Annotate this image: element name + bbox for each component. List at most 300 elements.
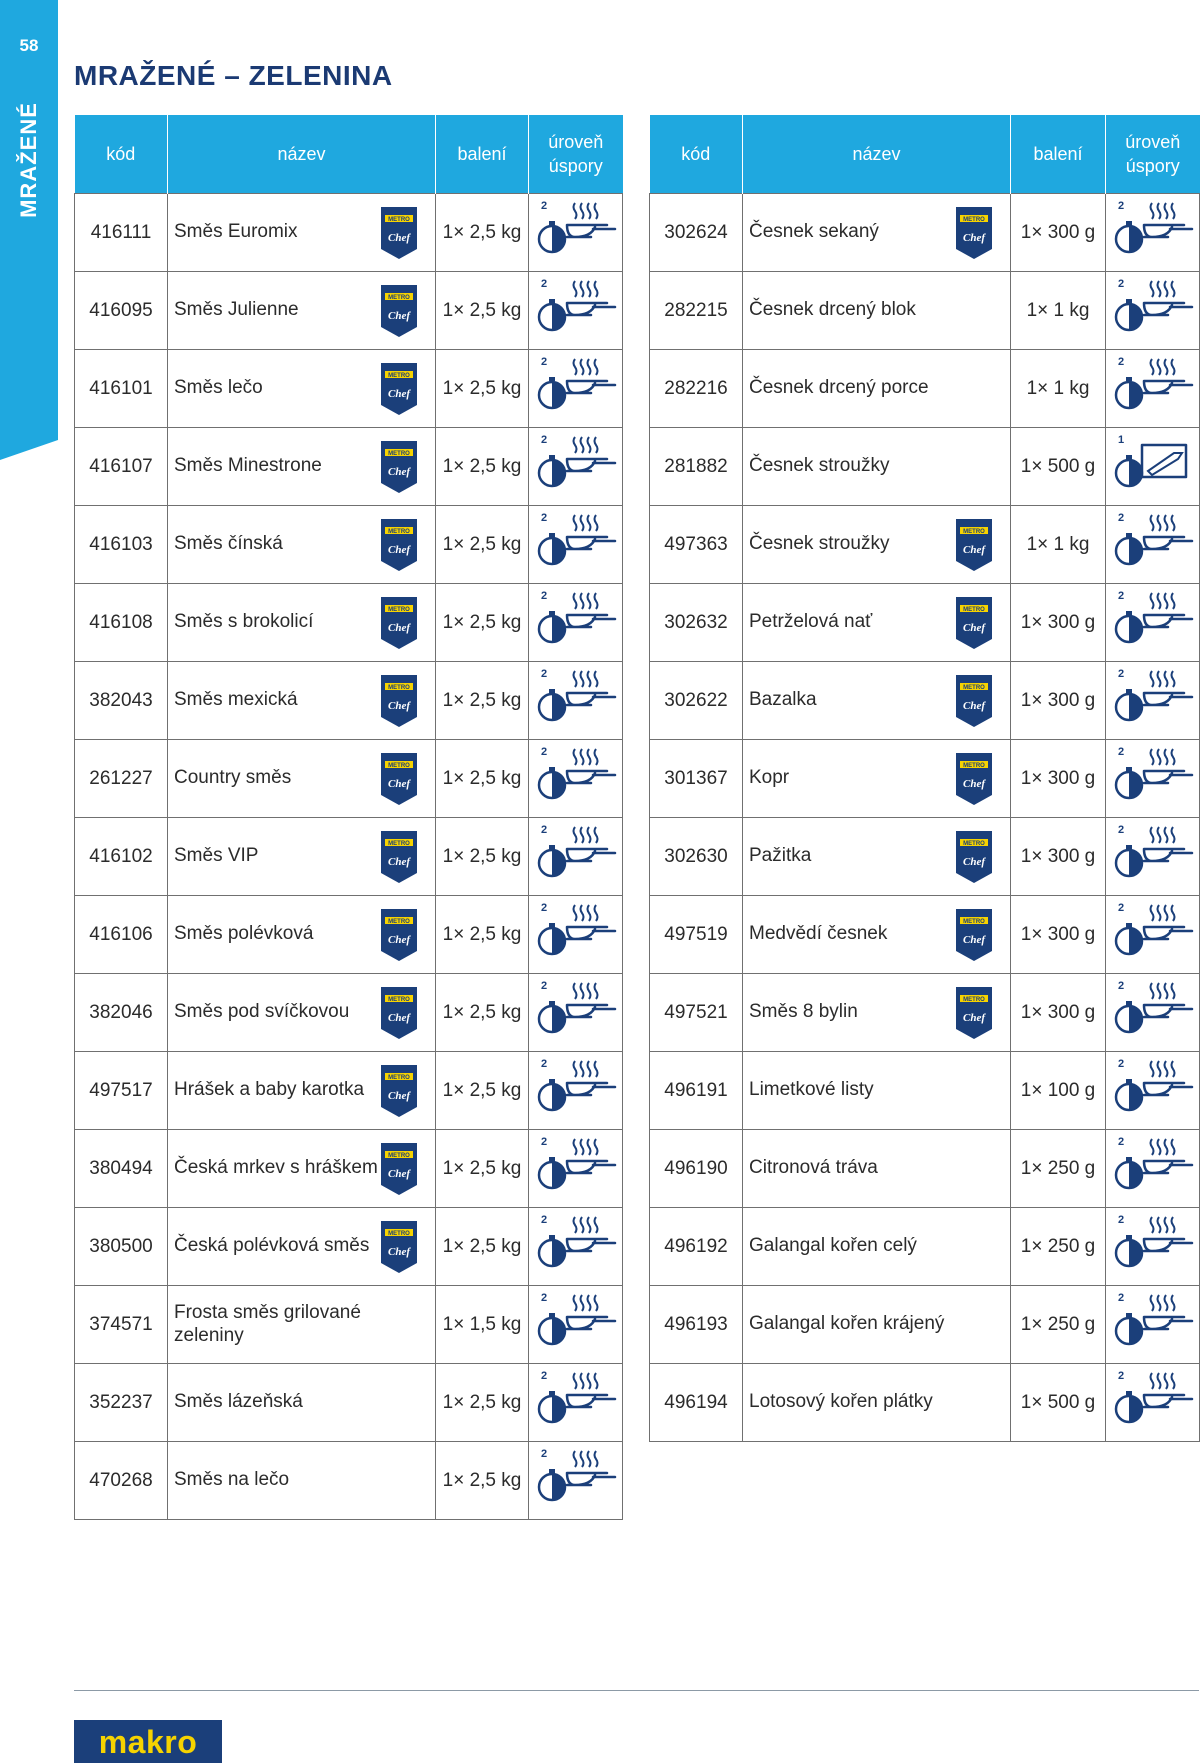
product-name: Směs čínská	[174, 533, 283, 555]
product-name-cell	[743, 974, 1011, 1052]
product-name-cell	[743, 896, 1011, 974]
svg-text:2: 2	[540, 433, 547, 446]
svg-text:METRO: METRO	[388, 1152, 410, 1159]
svg-text:METRO: METRO	[963, 606, 985, 613]
svg-text:Chef: Chef	[963, 231, 985, 244]
product-name-cell	[168, 272, 436, 350]
pan-steam-icon	[1112, 665, 1194, 731]
svg-text:2: 2	[1117, 901, 1124, 914]
product-name-cell	[743, 1208, 1011, 1286]
table-row	[650, 272, 1200, 350]
product-pack: 1× 500 g	[1011, 1364, 1106, 1442]
table-row	[75, 506, 623, 584]
product-name: Česnek sekaný	[749, 221, 879, 243]
header-code: kód	[650, 115, 743, 194]
pan-steam-icon	[535, 275, 617, 341]
product-code: 380494	[75, 1130, 168, 1208]
svg-text:Chef: Chef	[388, 465, 410, 478]
table-row	[75, 896, 623, 974]
svg-text:2: 2	[1117, 823, 1124, 836]
product-name-cell	[168, 1130, 436, 1208]
product-pack: 1× 2,5 kg	[436, 1208, 529, 1286]
pan-steam-icon	[535, 431, 617, 497]
svg-text:METRO: METRO	[388, 372, 410, 379]
metro-chef-badge-icon	[379, 1219, 419, 1275]
metro-chef-badge-icon	[379, 907, 419, 963]
products-table-left	[74, 115, 623, 1520]
table-row	[650, 1208, 1200, 1286]
pan-steam-icon	[535, 665, 617, 731]
product-name: Směs pod svíčkovou	[174, 1001, 350, 1023]
product-name: Směs lečo	[174, 377, 263, 399]
pan-steam-icon	[1112, 1133, 1194, 1199]
svg-text:Chef: Chef	[388, 855, 410, 868]
product-pack: 1× 2,5 kg	[436, 1130, 529, 1208]
table-row	[650, 1052, 1200, 1130]
svg-text:METRO: METRO	[963, 918, 985, 925]
metro-chef-badge-icon	[379, 283, 419, 339]
pan-steam-icon	[535, 821, 617, 887]
page-number: 58	[19, 36, 39, 55]
svg-text:2: 2	[540, 589, 547, 602]
saving-level	[529, 1286, 623, 1364]
metro-chef-badge-icon	[954, 829, 994, 885]
table-row	[75, 1130, 623, 1208]
saving-level	[1106, 974, 1200, 1052]
metro-chef-badge-icon	[379, 1063, 419, 1119]
product-pack: 1× 300 g	[1011, 662, 1106, 740]
saving-level	[1106, 740, 1200, 818]
saving-level	[529, 974, 623, 1052]
table-body-left	[75, 194, 623, 1520]
product-code: 496191	[650, 1052, 743, 1130]
pan-steam-icon	[535, 743, 617, 809]
table-row	[650, 740, 1200, 818]
metro-chef-badge-icon	[379, 361, 419, 417]
saving-level	[1106, 350, 1200, 428]
product-name-cell	[168, 350, 436, 428]
product-name-cell	[743, 1130, 1011, 1208]
makro-logo-text: makro	[98, 1724, 198, 1760]
header-code: kód	[75, 115, 168, 194]
product-code: 416111	[75, 194, 168, 272]
metro-chef-badge-icon	[954, 517, 994, 573]
product-name: Směs Minestrone	[174, 455, 322, 477]
metro-chef-badge-icon	[954, 595, 994, 651]
saving-level	[529, 818, 623, 896]
product-name: Bazalka	[749, 689, 817, 711]
header-name: název	[743, 115, 1011, 194]
product-code: 497517	[75, 1052, 168, 1130]
table-row	[75, 1286, 623, 1364]
pan-steam-icon	[1112, 509, 1194, 575]
product-code: 497519	[650, 896, 743, 974]
pan-steam-icon	[535, 977, 617, 1043]
saving-level	[529, 350, 623, 428]
table-row	[650, 896, 1200, 974]
svg-text:Chef: Chef	[388, 933, 410, 946]
pan-steam-icon	[535, 587, 617, 653]
svg-text:Chef: Chef	[388, 621, 410, 634]
header-pack: balení	[436, 115, 529, 194]
product-pack: 1× 300 g	[1011, 896, 1106, 974]
product-code: 416108	[75, 584, 168, 662]
svg-text:2: 2	[1117, 511, 1124, 524]
metro-chef-badge-icon	[379, 751, 419, 807]
saving-level	[1106, 662, 1200, 740]
metro-chef-badge-icon	[954, 985, 994, 1041]
header-name: název	[168, 115, 436, 194]
product-pack: 1× 300 g	[1011, 818, 1106, 896]
svg-text:2: 2	[540, 355, 547, 368]
product-name: Směs 8 bylin	[749, 1001, 858, 1023]
saving-level	[1106, 272, 1200, 350]
product-code: 261227	[75, 740, 168, 818]
product-name-cell	[168, 584, 436, 662]
svg-text:Chef: Chef	[388, 1089, 410, 1102]
product-code: 496193	[650, 1286, 743, 1364]
svg-text:METRO: METRO	[963, 528, 985, 535]
metro-chef-badge-icon	[379, 673, 419, 729]
table-row	[650, 584, 1200, 662]
table-body-right	[650, 194, 1200, 1442]
svg-text:Chef: Chef	[963, 543, 985, 556]
product-name: Medvědí česnek	[749, 923, 888, 945]
product-code: 416107	[75, 428, 168, 506]
table-row	[75, 272, 623, 350]
table-row	[650, 662, 1200, 740]
svg-text:2: 2	[540, 1135, 547, 1148]
svg-text:2: 2	[1117, 277, 1124, 290]
svg-text:2: 2	[540, 667, 547, 680]
product-name: Country směs	[174, 767, 292, 789]
product-code: 282215	[650, 272, 743, 350]
svg-text:METRO: METRO	[388, 762, 410, 769]
svg-text:METRO: METRO	[963, 840, 985, 847]
svg-text:METRO: METRO	[388, 1230, 410, 1237]
product-pack: 1× 1 kg	[1011, 506, 1106, 584]
saving-level	[529, 1364, 623, 1442]
product-name-cell	[168, 1208, 436, 1286]
product-name-cell	[168, 428, 436, 506]
svg-text:Chef: Chef	[388, 1011, 410, 1024]
saving-level	[1106, 1364, 1200, 1442]
product-name-cell	[743, 1364, 1011, 1442]
table-row	[75, 662, 623, 740]
product-pack: 1× 2,5 kg	[436, 974, 529, 1052]
product-pack: 1× 250 g	[1011, 1286, 1106, 1364]
product-code: 416103	[75, 506, 168, 584]
saving-level	[529, 506, 623, 584]
product-pack: 1× 250 g	[1011, 1130, 1106, 1208]
product-pack: 1× 2,5 kg	[436, 1052, 529, 1130]
page-title: MRAŽENÉ – ZELENINA	[74, 60, 393, 91]
product-pack: 1× 2,5 kg	[436, 584, 529, 662]
product-name: Petrželová nať	[749, 611, 873, 633]
product-pack: 1× 2,5 kg	[436, 1364, 529, 1442]
svg-text:2: 2	[540, 511, 547, 524]
svg-text:Chef: Chef	[388, 1245, 410, 1258]
product-pack: 1× 2,5 kg	[436, 194, 529, 272]
svg-text:2: 2	[1117, 667, 1124, 680]
saving-level	[529, 740, 623, 818]
svg-text:METRO: METRO	[388, 216, 410, 223]
svg-text:Chef: Chef	[963, 777, 985, 790]
pan-steam-icon	[535, 1445, 617, 1511]
metro-chef-badge-icon	[954, 907, 994, 963]
svg-text:2: 2	[540, 979, 547, 992]
product-pack: 1× 2,5 kg	[436, 506, 529, 584]
table-row	[650, 1286, 1200, 1364]
product-code: 302622	[650, 662, 743, 740]
svg-text:METRO: METRO	[963, 762, 985, 769]
metro-chef-badge-icon	[379, 829, 419, 885]
metro-chef-badge-icon	[379, 985, 419, 1041]
product-name-cell	[168, 662, 436, 740]
pan-steam-icon	[535, 197, 617, 263]
saving-level	[529, 1130, 623, 1208]
table-row	[650, 1364, 1200, 1442]
pan-steam-icon	[1112, 1055, 1194, 1121]
pan-steam-icon	[1112, 743, 1194, 809]
svg-text:METRO: METRO	[388, 1074, 410, 1081]
svg-text:METRO: METRO	[388, 840, 410, 847]
product-code: 380500	[75, 1208, 168, 1286]
product-name: Citronová tráva	[749, 1157, 878, 1179]
product-name: Směs polévková	[174, 923, 314, 945]
product-pack: 1× 1 kg	[1011, 350, 1106, 428]
svg-text:2: 2	[1117, 589, 1124, 602]
svg-text:2: 2	[540, 1057, 547, 1070]
product-code: 382043	[75, 662, 168, 740]
product-code: 496192	[650, 1208, 743, 1286]
product-code: 496190	[650, 1130, 743, 1208]
product-name-cell	[743, 1052, 1011, 1130]
product-code: 416102	[75, 818, 168, 896]
table-header-row	[75, 115, 623, 194]
table-row	[75, 1364, 623, 1442]
svg-text:2: 2	[540, 1213, 547, 1226]
svg-text:2: 2	[1117, 355, 1124, 368]
product-name: Česnek stroužky	[749, 533, 890, 555]
saving-level	[1106, 1130, 1200, 1208]
table-row	[650, 506, 1200, 584]
product-pack: 1× 250 g	[1011, 1208, 1106, 1286]
product-code: 497521	[650, 974, 743, 1052]
svg-text:METRO: METRO	[388, 918, 410, 925]
metro-chef-badge-icon	[954, 205, 994, 261]
table-row	[75, 584, 623, 662]
side-tab	[0, 0, 58, 460]
pan-steam-icon	[1112, 1367, 1194, 1433]
table-row	[75, 974, 623, 1052]
product-name: Česnek drcený blok	[749, 299, 916, 321]
product-name-cell	[168, 896, 436, 974]
product-pack: 1× 2,5 kg	[436, 350, 529, 428]
product-name-cell	[168, 1364, 436, 1442]
header-pack: balení	[1011, 115, 1106, 194]
product-name: Hrášek a baby karotka	[174, 1079, 365, 1101]
product-pack: 1× 300 g	[1011, 740, 1106, 818]
pan-steam-icon	[1112, 197, 1194, 263]
cutting-board-knife-icon	[1112, 431, 1194, 497]
pan-steam-icon	[535, 1055, 617, 1121]
saving-level	[1106, 1052, 1200, 1130]
product-name-cell	[743, 1286, 1011, 1364]
product-name: Česká mrkev s hráškem	[174, 1157, 378, 1179]
svg-text:2: 2	[1117, 1213, 1124, 1226]
pan-steam-icon	[1112, 899, 1194, 965]
product-name-cell	[743, 194, 1011, 272]
saving-level	[1106, 1286, 1200, 1364]
product-name: Česká polévková směs	[174, 1235, 370, 1257]
svg-text:Chef: Chef	[388, 1167, 410, 1180]
svg-text:2: 2	[1117, 745, 1124, 758]
svg-text:2: 2	[540, 745, 547, 758]
svg-text:METRO: METRO	[388, 294, 410, 301]
svg-text:2: 2	[540, 1291, 547, 1304]
product-pack: 1× 2,5 kg	[436, 428, 529, 506]
product-code: 301367	[650, 740, 743, 818]
product-pack: 1× 2,5 kg	[436, 896, 529, 974]
table-row	[75, 1208, 623, 1286]
product-name-cell	[743, 350, 1011, 428]
saving-level	[1106, 818, 1200, 896]
metro-chef-badge-icon	[379, 517, 419, 573]
product-name-cell	[168, 1442, 436, 1520]
saving-level	[1106, 428, 1200, 506]
table-row	[650, 194, 1200, 272]
table-row	[75, 740, 623, 818]
pan-steam-icon	[1112, 587, 1194, 653]
svg-text:Chef: Chef	[388, 699, 410, 712]
svg-text:2: 2	[540, 823, 547, 836]
product-pack: 1× 500 g	[1011, 428, 1106, 506]
product-name-cell	[168, 194, 436, 272]
product-pack: 1× 2,5 kg	[436, 1442, 529, 1520]
product-name: Směs na lečo	[174, 1469, 290, 1491]
product-name: Směs Euromix	[174, 221, 298, 243]
table-row	[75, 1442, 623, 1520]
product-pack: 1× 2,5 kg	[436, 818, 529, 896]
svg-text:Chef: Chef	[388, 309, 410, 322]
saving-level	[529, 1442, 623, 1520]
svg-text:METRO: METRO	[388, 996, 410, 1003]
product-code: 352237	[75, 1364, 168, 1442]
svg-text:METRO: METRO	[388, 450, 410, 457]
product-name-cell	[743, 662, 1011, 740]
metro-chef-badge-icon	[954, 673, 994, 729]
svg-text:2: 2	[540, 199, 547, 212]
table-row	[650, 974, 1200, 1052]
product-code: 496194	[650, 1364, 743, 1442]
product-code: 282216	[650, 350, 743, 428]
product-code: 416095	[75, 272, 168, 350]
product-name: Galangal kořen celý	[749, 1235, 917, 1257]
svg-text:2: 2	[1117, 1057, 1124, 1070]
product-pack: 1× 300 g	[1011, 194, 1106, 272]
metro-chef-badge-icon	[379, 439, 419, 495]
svg-text:Chef: Chef	[388, 543, 410, 556]
svg-text:METRO: METRO	[388, 606, 410, 613]
product-name: Směs Julienne	[174, 299, 299, 321]
pan-steam-icon	[535, 509, 617, 575]
svg-text:2: 2	[1117, 979, 1124, 992]
product-pack: 1× 2,5 kg	[436, 740, 529, 818]
svg-text:Chef: Chef	[963, 933, 985, 946]
product-pack: 1× 300 g	[1011, 584, 1106, 662]
product-code: 382046	[75, 974, 168, 1052]
product-name: Limetkové listy	[749, 1079, 874, 1101]
svg-text:2: 2	[540, 277, 547, 290]
header-level: úroveň úspory	[529, 115, 623, 194]
pan-steam-icon	[535, 1289, 617, 1355]
svg-text:Chef: Chef	[963, 855, 985, 868]
product-code: 497363	[650, 506, 743, 584]
svg-text:METRO: METRO	[963, 996, 985, 1003]
svg-text:1: 1	[1117, 433, 1124, 446]
svg-text:METRO: METRO	[963, 684, 985, 691]
pan-steam-icon	[1112, 821, 1194, 887]
svg-text:METRO: METRO	[388, 684, 410, 691]
product-pack: 1× 2,5 kg	[436, 662, 529, 740]
products-table-right	[649, 115, 1200, 1442]
product-name-cell	[168, 740, 436, 818]
metro-chef-badge-icon	[379, 595, 419, 651]
product-code: 302630	[650, 818, 743, 896]
table-row	[650, 350, 1200, 428]
svg-text:2: 2	[1117, 199, 1124, 212]
makro-logo	[74, 1720, 222, 1763]
saving-level	[1106, 584, 1200, 662]
svg-text:METRO: METRO	[963, 216, 985, 223]
pan-steam-icon	[1112, 1289, 1194, 1355]
svg-text:Chef: Chef	[963, 621, 985, 634]
header-level: úroveň úspory	[1106, 115, 1200, 194]
saving-level	[529, 194, 623, 272]
pan-steam-icon	[535, 353, 617, 419]
product-code: 416106	[75, 896, 168, 974]
footer-divider	[74, 1690, 1199, 1691]
product-name-cell	[743, 272, 1011, 350]
product-pack: 1× 100 g	[1011, 1052, 1106, 1130]
saving-level	[1106, 896, 1200, 974]
svg-text:2: 2	[1117, 1369, 1124, 1382]
saving-level	[529, 1052, 623, 1130]
product-name-cell	[743, 740, 1011, 818]
product-code: 374571	[75, 1286, 168, 1364]
svg-text:2: 2	[540, 1369, 547, 1382]
product-name-cell	[168, 506, 436, 584]
table-header-row	[650, 115, 1200, 194]
product-name-cell	[743, 428, 1011, 506]
product-name: Česnek stroužky	[749, 455, 890, 477]
product-name-cell	[743, 506, 1011, 584]
table-row	[75, 194, 623, 272]
pan-steam-icon	[535, 1133, 617, 1199]
table-row	[650, 818, 1200, 896]
table-row	[75, 1052, 623, 1130]
saving-level	[529, 428, 623, 506]
metro-chef-badge-icon	[954, 751, 994, 807]
product-name: Směs lázeňská	[174, 1391, 303, 1413]
product-name-cell	[743, 584, 1011, 662]
svg-text:2: 2	[540, 901, 547, 914]
product-name-cell	[168, 1052, 436, 1130]
svg-text:2: 2	[1117, 1135, 1124, 1148]
product-name: Galangal kořen krájený	[749, 1313, 945, 1335]
saving-level	[529, 272, 623, 350]
